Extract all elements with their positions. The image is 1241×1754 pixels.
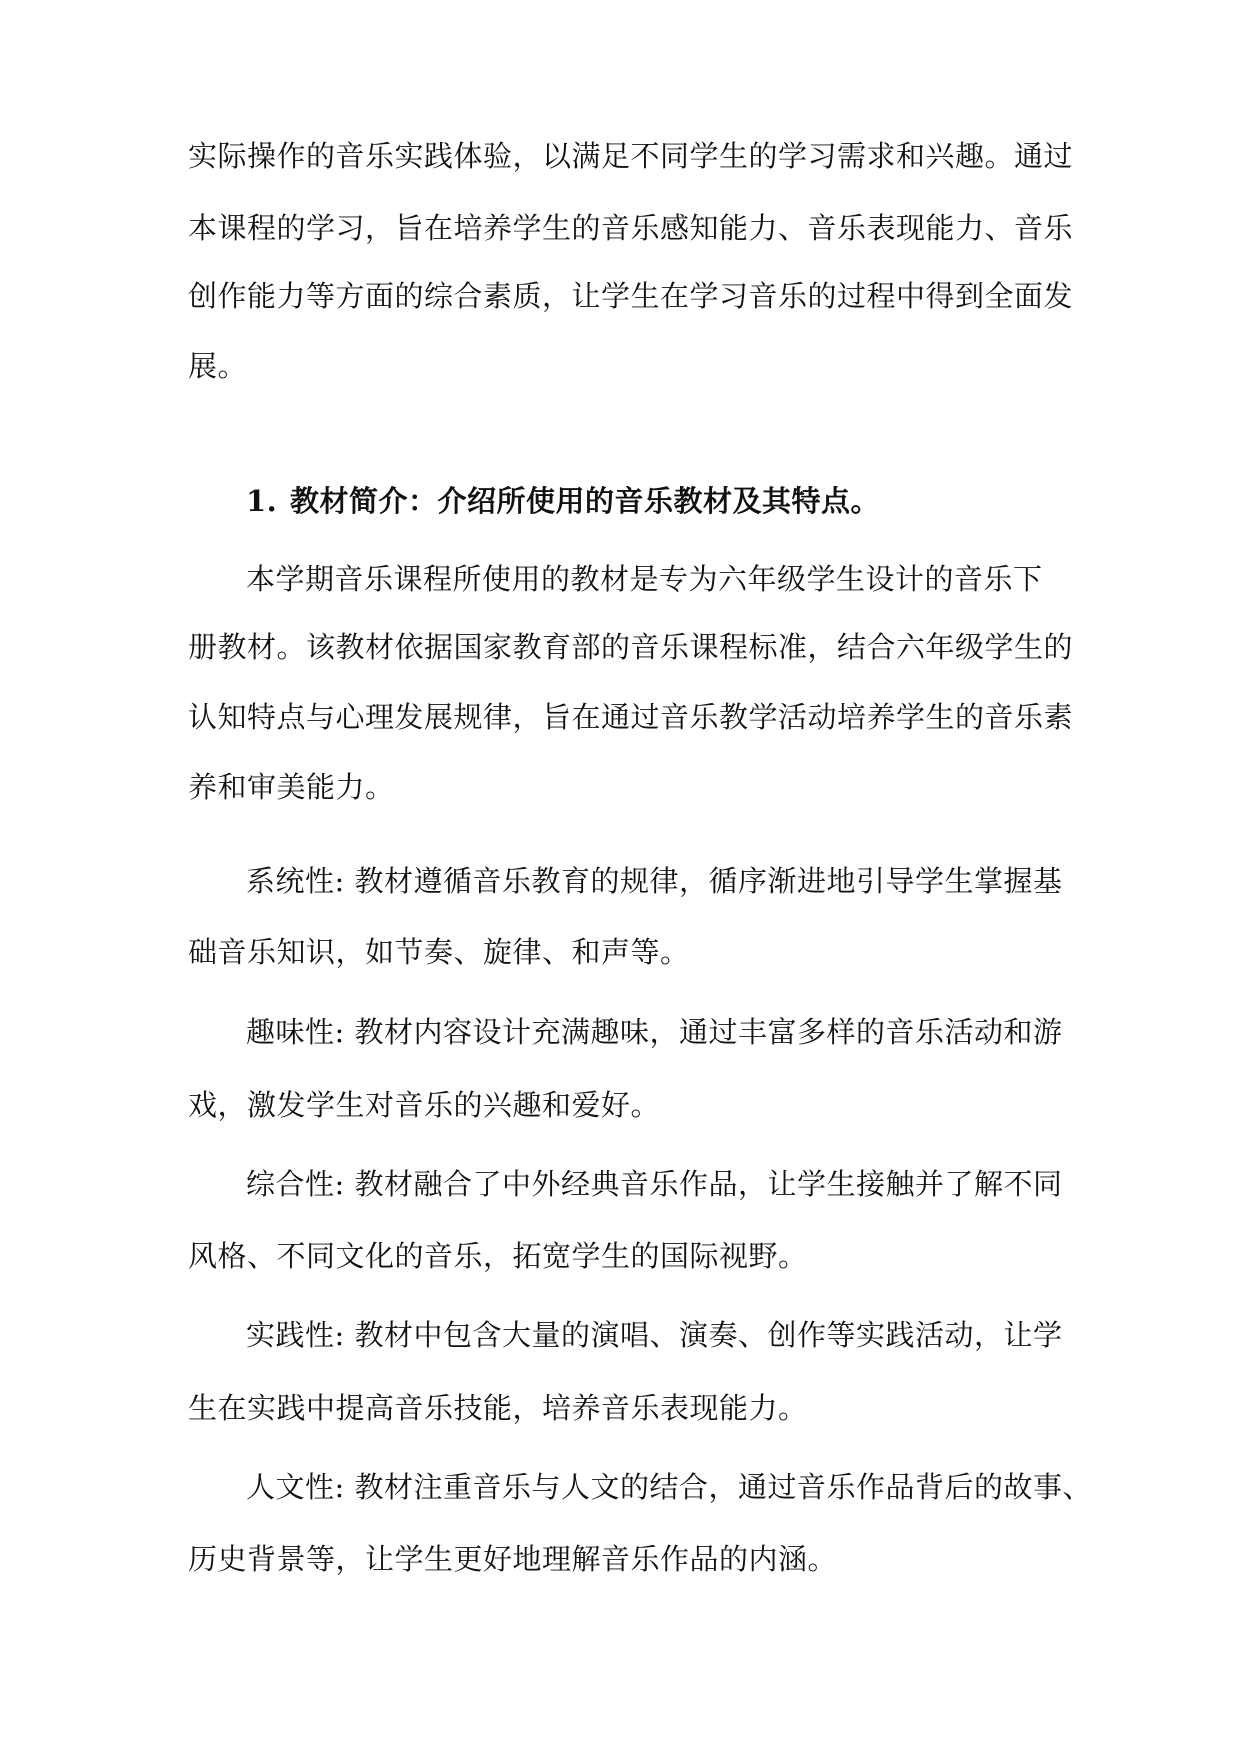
textbook-paragraph-line: 本学期音乐课程所使用的教材是专为六年级学生设计的音乐下 (246, 562, 1043, 596)
intro-paragraph-line: 创作能力等方面的综合素质，让学生在学习音乐的过程中得到全面发 (188, 279, 1074, 313)
section-number: 1. (246, 484, 278, 518)
textbook-paragraph-line: 册教材。该教材依据国家教育部的音乐课程标准，结合六年级学生的 (188, 630, 1074, 664)
textbook-paragraph-line: 认知特点与心理发展规律，旨在通过音乐教学活动培养学生的音乐素 (188, 700, 1074, 734)
intro-paragraph-line: 展。 (188, 349, 248, 383)
textbook-paragraph-line: 养和审美能力。 (188, 770, 395, 804)
section-heading (246, 481, 880, 521)
section-title: 教材简介：介绍所使用的音乐教材及其特点。 (290, 484, 881, 518)
feature-humanistic-line: 历史背景等，让学生更好地理解音乐作品的内涵。 (188, 1542, 838, 1576)
feature-systematic-line: 系统性: 教材遵循音乐教育的规律，循序渐进地引导学生掌握基 (246, 864, 1063, 898)
feature-interest-line: 戏，激发学生对音乐的兴趣和爱好。 (188, 1088, 661, 1122)
feature-humanistic-line: 人文性: 教材注重音乐与人文的结合，通过音乐作品背后的故事、 (246, 1470, 1092, 1504)
feature-practical-line: 生在实践中提高音乐技能，培养音乐表现能力。 (188, 1391, 808, 1425)
feature-comprehensive-line: 风格、不同文化的音乐，拓宽学生的国际视野。 (188, 1239, 808, 1273)
feature-systematic-line: 础音乐知识，如节奏、旋律、和声等。 (188, 935, 690, 969)
feature-interest-line: 趣味性: 教材内容设计充满趣味，通过丰富多样的音乐活动和游 (246, 1015, 1063, 1049)
feature-comprehensive-line: 综合性: 教材融合了中外经典音乐作品，让学生接触并了解不同 (246, 1167, 1063, 1201)
intro-paragraph-line: 实际操作的音乐实践体验，以满足不同学生的学习需求和兴趣。通过 (188, 139, 1074, 173)
feature-practical-line: 实践性: 教材中包含大量的演唱、演奏、创作等实践活动，让学 (246, 1318, 1063, 1352)
intro-paragraph-line: 本课程的学习，旨在培养学生的音乐感知能力、音乐表现能力、音乐 (188, 211, 1074, 245)
